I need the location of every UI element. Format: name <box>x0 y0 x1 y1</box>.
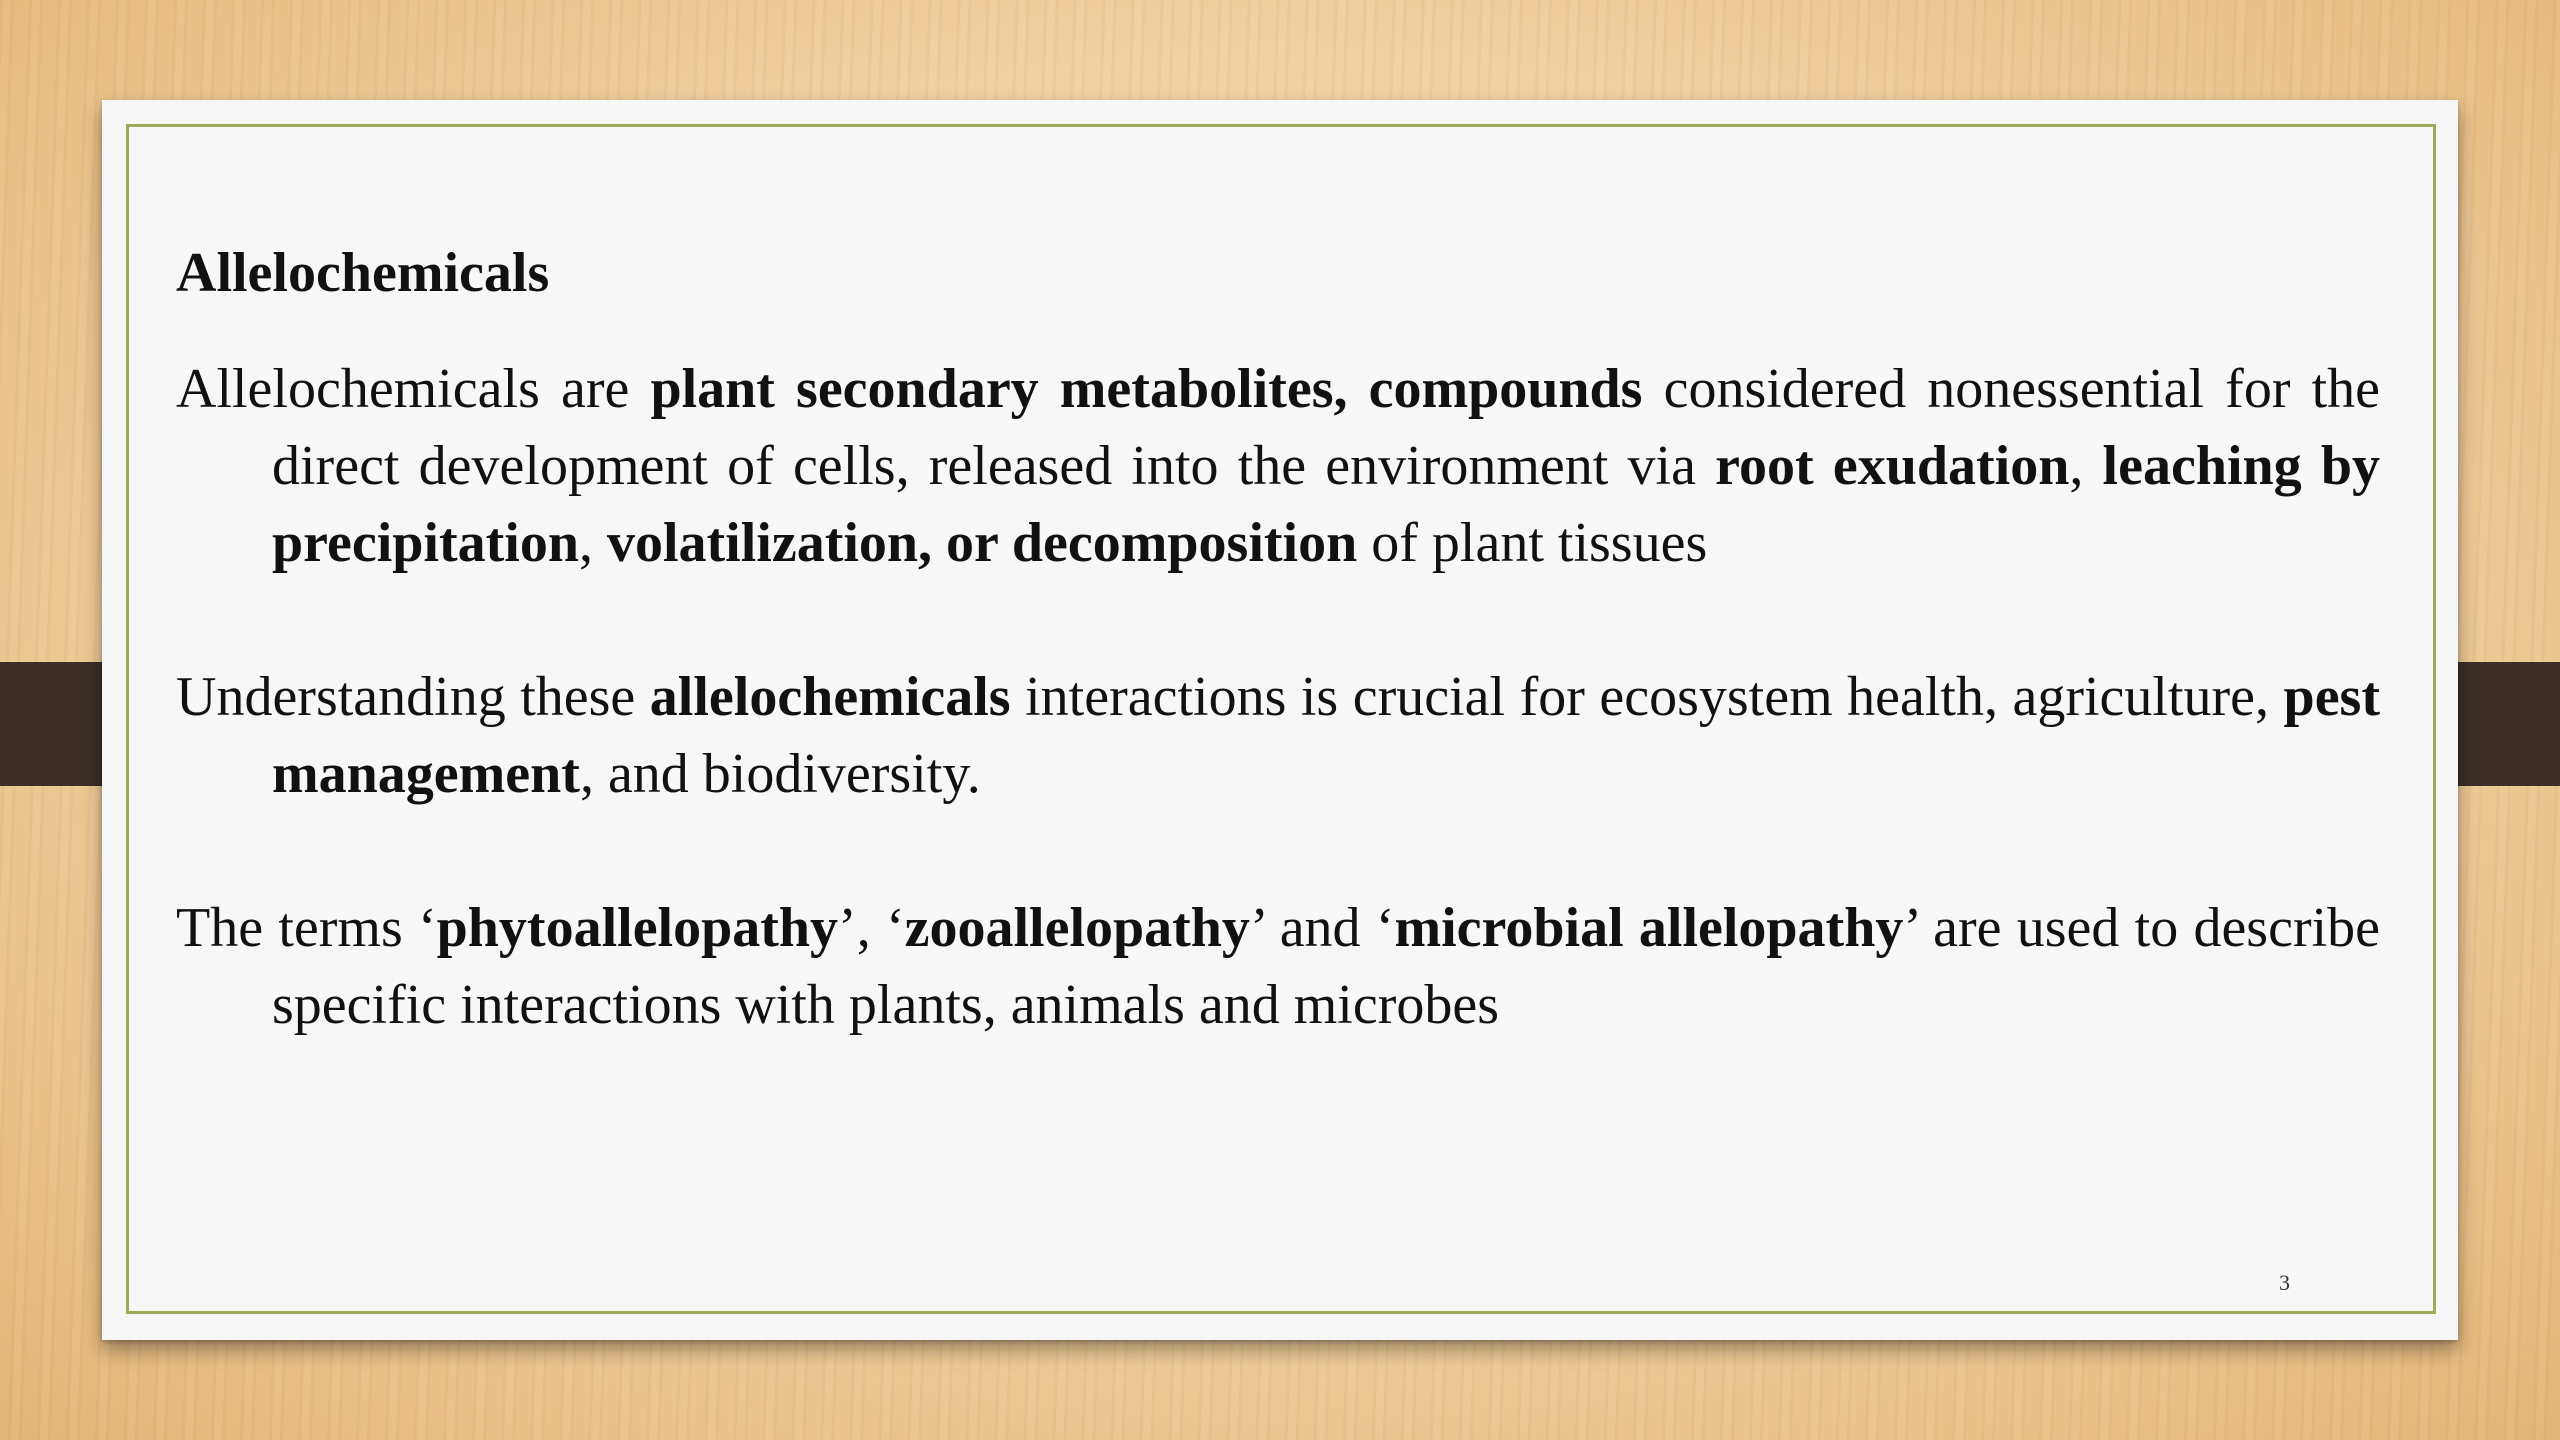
paragraph-definition <box>176 351 2380 582</box>
bold-run: pest management <box>272 666 2380 806</box>
text-run: , and biodiversity. <box>579 743 981 806</box>
text-run: The terms ‘ <box>176 897 437 960</box>
bold-run: phytoallelopathy <box>436 897 839 960</box>
bold-run: leaching by precipitation <box>272 435 2381 575</box>
page-number: 3 <box>2279 1270 2290 1295</box>
bold-run: zooallelopathy <box>904 897 1250 960</box>
text-run: Understanding these <box>176 666 650 729</box>
text-run: ’ are used to describe specific interactions with plants, animals and microbes <box>272 897 2381 1037</box>
slide <box>102 100 2458 1340</box>
text-run: considered nonessential for the direct development of cells, released into the environment via <box>272 358 2380 498</box>
text-run: ’ and ‘ <box>1249 897 1395 960</box>
slide-content <box>176 240 2380 1121</box>
paragraph-terms <box>176 890 2380 1044</box>
text-run: , <box>578 512 607 575</box>
text-run: Allelochemicals are <box>176 358 651 421</box>
bold-run: microbial allelopathy <box>1394 897 1904 960</box>
bold-run: volatilization, or decomposition <box>606 512 1358 575</box>
slide-title: Allelochemicals <box>176 242 550 304</box>
text-run: interactions is crucial for ecosystem health, agriculture, <box>1010 666 2284 729</box>
text-run: ’, ‘ <box>838 897 905 960</box>
bold-run: allelochemicals <box>649 666 1011 729</box>
text-run: , <box>2069 435 2103 498</box>
bold-run: plant secondary metabolites, compounds <box>650 358 1643 421</box>
paragraph-importance <box>176 659 2380 813</box>
text-run: of plant tissues <box>1357 512 1708 575</box>
bold-run: root exudation <box>1715 435 2070 498</box>
